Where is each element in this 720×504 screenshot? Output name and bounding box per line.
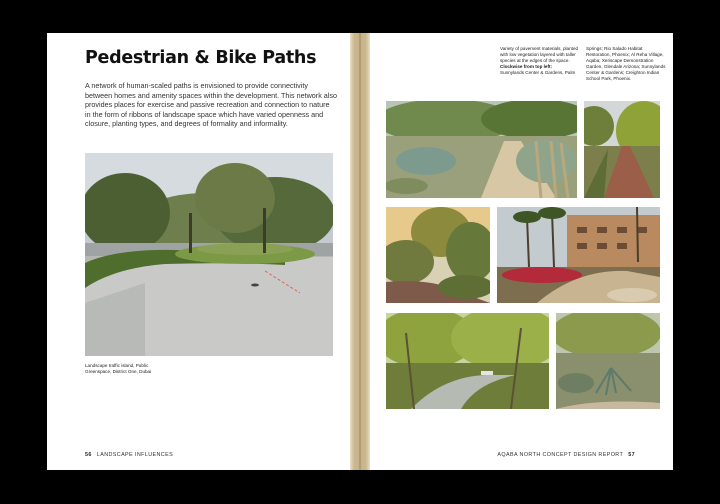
photo-xeriscape-garden [497, 207, 660, 303]
binding-gutter [350, 33, 370, 470]
caption-column-1 [500, 46, 580, 76]
page-title: Pedestrian & Bike Paths [85, 48, 317, 68]
caption-text: Variety of pavement materials, planted with low vegetation layered with taller species at the edges of the space. [500, 46, 579, 63]
caption-names: Sunnylands Center & Gardens, Palm [500, 70, 576, 75]
right-folio [497, 452, 635, 458]
photo-sunnylands-walk [386, 313, 549, 409]
left-folio [85, 452, 173, 458]
photo-rio-salado-path [584, 101, 660, 198]
caption-line-1: Landscape traffic island, Public [85, 363, 149, 368]
caption-text-2: Springs; Rio Salado Habitat Restoration, Phoenix; Al Reha Village, Aqaba; Xeriscape Demonstration Garden, Glendale Arizona; Sunnylands Center & Gardens; Creighton Indian School Park, Phoenix. [586, 46, 666, 81]
photo-al-reha-village [386, 207, 490, 303]
photo-creighton-park [556, 313, 660, 409]
caption-heading: Clockwise from top left: [500, 64, 553, 69]
report-label: AQABA NORTH CONCEPT DESIGN REPORT [497, 452, 624, 458]
intro-paragraph: A network of human-scaled paths is envisioned to provide connectivity between homes and amenity spaces within the development. This network also provides places for exercise and passive recreation and connection to nature in the form of ribbons of landscape space which have varied openness and closure, planting types, and degrees of formality and informality. [85, 81, 337, 129]
caption-column-2 [586, 46, 666, 82]
section-label: LANDSCAPE INFLUENCES [96, 452, 174, 458]
left-page [47, 33, 350, 470]
right-page [370, 33, 673, 470]
magazine-spread [47, 33, 673, 470]
photo-traffic-island [85, 153, 333, 356]
page-number-right: 57 [628, 452, 635, 458]
page-number-left: 56 [85, 452, 92, 458]
photo-caption [85, 363, 175, 375]
caption-line-2: Greenspace, District One, Dubai [85, 369, 152, 374]
photo-sunnylands-path [386, 101, 577, 198]
